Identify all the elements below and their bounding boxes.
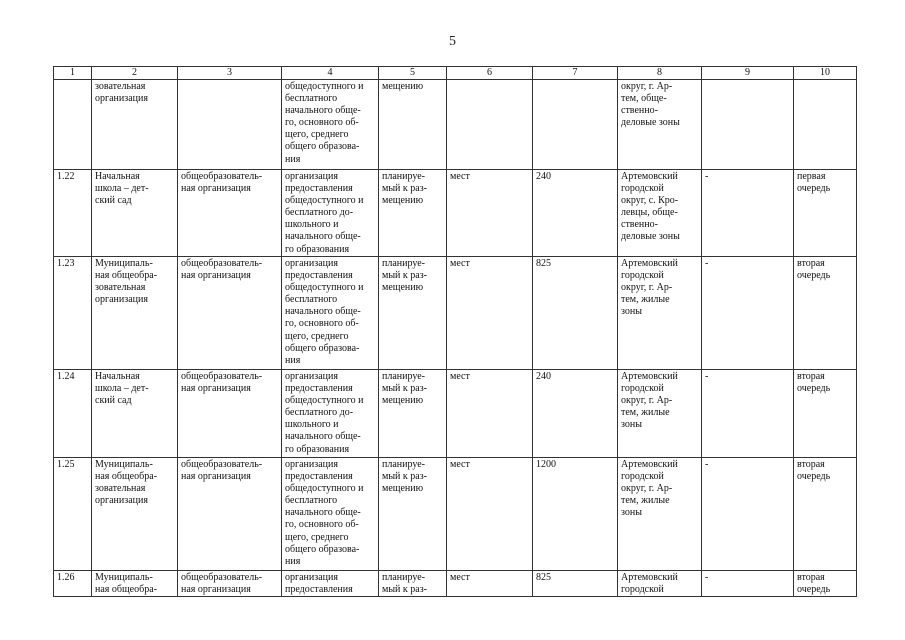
unit-cell bbox=[447, 80, 533, 170]
column-header: 9 bbox=[702, 67, 794, 80]
object-name-cell: Начальная школа – дет- ский сад bbox=[92, 370, 178, 458]
object-type-cell: общеобразователь- ная организация bbox=[178, 170, 282, 257]
unit-cell: мест bbox=[447, 170, 533, 257]
object-name-cell: Муниципаль- ная общеобра- bbox=[92, 571, 178, 597]
page-number: 5 bbox=[449, 34, 456, 49]
zone-cell: - bbox=[702, 170, 794, 257]
location-cell: Артемовский городской округ, г. Ар- тем, жилые зоны bbox=[618, 257, 702, 370]
purpose-cell: организация предоставления общедоступного и бесплатного до- школьного и начального обще- го образования bbox=[282, 370, 379, 458]
row-number-cell: 1.24 bbox=[54, 370, 92, 458]
capacity-cell: 1200 bbox=[533, 458, 618, 571]
table-row bbox=[54, 370, 857, 458]
status-cell: планируе- мый к раз- bbox=[379, 571, 447, 597]
stage-cell bbox=[794, 80, 857, 170]
location-cell: Артемовский городской округ, г. Ар- тем, жилые зоны bbox=[618, 458, 702, 571]
column-header: 10 bbox=[794, 67, 857, 80]
row-number-cell: 1.25 bbox=[54, 458, 92, 571]
status-cell: мещению bbox=[379, 80, 447, 170]
object-name-cell: Муниципаль- ная общеобра- зовательная организация bbox=[92, 458, 178, 571]
table-row bbox=[54, 80, 857, 170]
column-header: 4 bbox=[282, 67, 379, 80]
stage-cell: вторая очередь bbox=[794, 571, 857, 597]
zone-cell: - bbox=[702, 257, 794, 370]
table-row bbox=[54, 458, 857, 571]
zone-cell: - bbox=[702, 370, 794, 458]
purpose-cell: организация предоставления общедоступного и бесплатного до- школьного и начального обще- го образования bbox=[282, 170, 379, 257]
stage-cell: вторая очередь bbox=[794, 257, 857, 370]
unit-cell: мест bbox=[447, 458, 533, 571]
capacity-cell bbox=[533, 80, 618, 170]
table-row bbox=[54, 170, 857, 257]
capacity-cell: 240 bbox=[533, 370, 618, 458]
unit-cell: мест bbox=[447, 370, 533, 458]
row-number-cell: 1.22 bbox=[54, 170, 92, 257]
object-name-cell: Начальная школа – дет- ский сад bbox=[92, 170, 178, 257]
zone-cell: - bbox=[702, 458, 794, 571]
purpose-cell: организация предоставления общедоступного и бесплатного начального обще- го, основного об- щего, среднего общего образова- ния bbox=[282, 257, 379, 370]
location-cell: округ, г. Ар- тем, обще- ственно- деловые зоны bbox=[618, 80, 702, 170]
table-row bbox=[54, 257, 857, 370]
row-number-cell bbox=[54, 80, 92, 170]
object-type-cell: общеобразователь- ная организация bbox=[178, 257, 282, 370]
object-type-cell: общеобразователь- ная организация bbox=[178, 571, 282, 597]
unit-cell: мест bbox=[447, 257, 533, 370]
unit-cell: мест bbox=[447, 571, 533, 597]
capacity-cell: 825 bbox=[533, 257, 618, 370]
column-header: 1 bbox=[54, 67, 92, 80]
location-cell: Артемовский городской bbox=[618, 571, 702, 597]
column-number-row bbox=[54, 67, 857, 80]
column-header: 3 bbox=[178, 67, 282, 80]
facilities-table bbox=[53, 66, 857, 597]
status-cell: планируе- мый к раз- мещению bbox=[379, 257, 447, 370]
object-name-cell: зовательная организация bbox=[92, 80, 178, 170]
object-name-cell: Муниципаль- ная общеобра- зовательная организация bbox=[92, 257, 178, 370]
status-cell: планируе- мый к раз- мещению bbox=[379, 170, 447, 257]
table-row bbox=[54, 571, 857, 597]
capacity-cell: 240 bbox=[533, 170, 618, 257]
status-cell: планируе- мый к раз- мещению bbox=[379, 458, 447, 571]
object-type-cell: общеобразователь- ная организация bbox=[178, 458, 282, 571]
object-type-cell: общеобразователь- ная организация bbox=[178, 370, 282, 458]
purpose-cell: общедоступного и бесплатного начального обще- го, основного об- щего, среднего общего образова- ния bbox=[282, 80, 379, 170]
object-type-cell bbox=[178, 80, 282, 170]
stage-cell: вторая очередь bbox=[794, 458, 857, 571]
capacity-cell: 825 bbox=[533, 571, 618, 597]
location-cell: Артемовский городской округ, с. Кро- левцы, обще- ственно- деловые зоны bbox=[618, 170, 702, 257]
stage-cell: первая очередь bbox=[794, 170, 857, 257]
column-header: 5 bbox=[379, 67, 447, 80]
row-number-cell: 1.23 bbox=[54, 257, 92, 370]
row-number-cell: 1.26 bbox=[54, 571, 92, 597]
zone-cell bbox=[702, 80, 794, 170]
location-cell: Артемовский городской округ, г. Ар- тем, жилые зоны bbox=[618, 370, 702, 458]
column-header: 7 bbox=[533, 67, 618, 80]
status-cell: планируе- мый к раз- мещению bbox=[379, 370, 447, 458]
zone-cell: - bbox=[702, 571, 794, 597]
purpose-cell: организация предоставления bbox=[282, 571, 379, 597]
column-header: 8 bbox=[618, 67, 702, 80]
column-header: 2 bbox=[92, 67, 178, 80]
stage-cell: вторая очередь bbox=[794, 370, 857, 458]
column-header: 6 bbox=[447, 67, 533, 80]
purpose-cell: организация предоставления общедоступного и бесплатного начального обще- го, основного об- щего, среднего общего образова- ния bbox=[282, 458, 379, 571]
